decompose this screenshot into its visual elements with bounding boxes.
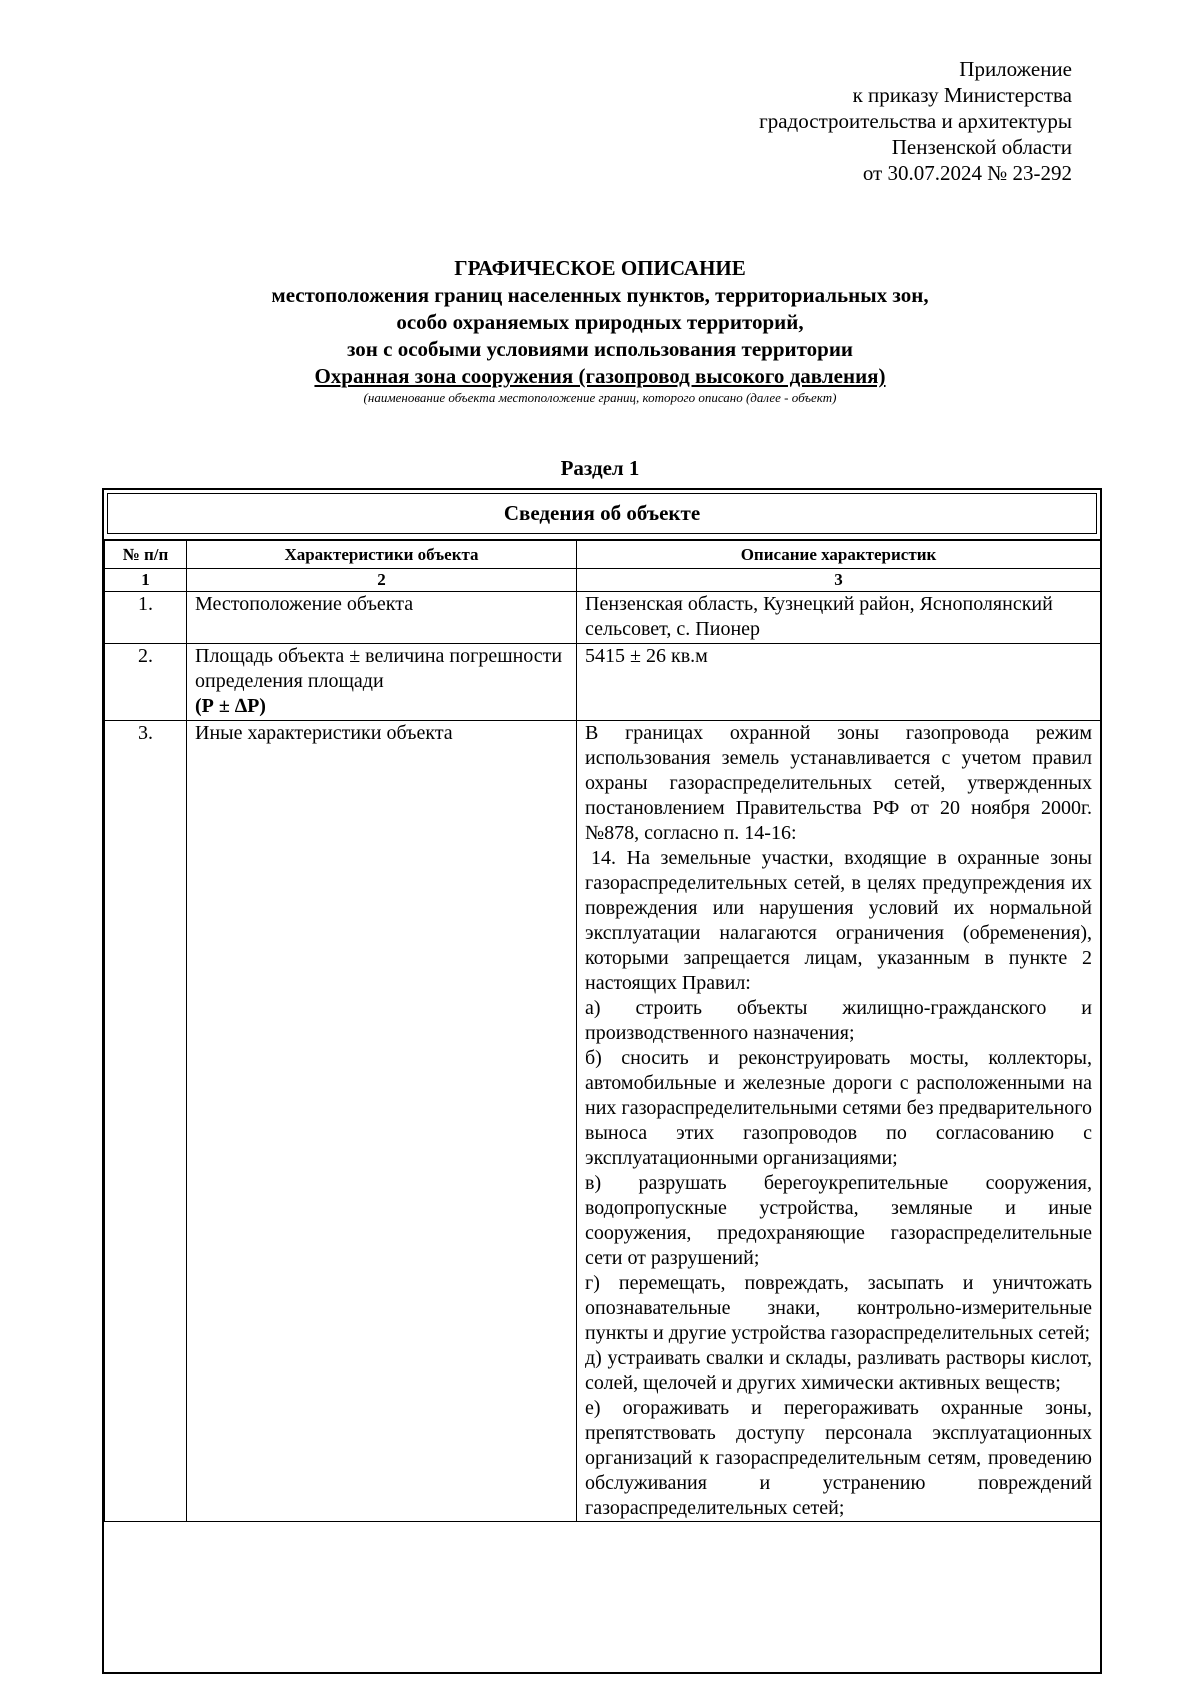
description-paragraph: е) огораживать и перегораживать охранные зоны, препятствовать доступу персонала эксплуатационных организаций к газораспределительным сетям, проведению обслуживания и устранению повреждений газораспределительных сетей; bbox=[585, 1397, 1092, 1519]
row-characteristic: Площадь объекта ± величина погрешности определения площади bbox=[195, 645, 563, 692]
title-sub-line: зон с особыми условиями использования территории bbox=[346, 337, 854, 361]
row-number: 1. bbox=[105, 592, 187, 644]
row-characteristic: Иные характеристики объекта bbox=[187, 721, 577, 1522]
document-title-block bbox=[100, 255, 1100, 406]
title-sub-line: местоположения границ населенных пунктов, территориальных зон, bbox=[271, 283, 929, 307]
document-title: ГРАФИЧЕСКОЕ ОПИСАНИЕ bbox=[454, 256, 746, 280]
description-paragraph: б) сносить и реконструировать мосты, коллекторы, автомобильные и железные дороги с расположенными на них газораспределительными сетями без предварительного выноса этих газопроводов по согласованию с эксплуатационными организациями; bbox=[585, 1047, 1092, 1169]
appendix-line: от 30.07.2024 № 23-292 bbox=[862, 161, 1072, 185]
appendix-header bbox=[759, 56, 1072, 186]
description-paragraph: а) строить объекты жилищно-гражданского и производственного назначения; bbox=[585, 997, 1092, 1044]
section-label: Раздел 1 bbox=[560, 456, 640, 480]
appendix-line: градостроительства и архитектуры bbox=[759, 109, 1072, 133]
row-number: 2. bbox=[105, 644, 187, 721]
row-description: Пензенская область, Кузнецкий район, Яснополянский сельсовет, с. Пионер bbox=[577, 592, 1101, 644]
description-paragraph: в) разрушать берегоукрепительные сооружения, водопропускные устройства, земляные и иные сооружения, предохраняющие газораспределительные сети от разрушений; bbox=[585, 1172, 1092, 1269]
description-paragraph: В границах охранной зоны газопровода режим использования земель устанавливается с учетом правил охраны газораспределительных сетей, утвержденных постановлением Правительства РФ от 20 ноября 2000г. №878, согласно п. 14-16: bbox=[585, 722, 1092, 844]
table-row bbox=[105, 644, 1101, 721]
description-paragraph: 14. На земельные участки, входящие в охранные зоны газораспределительных сетей, в целях предупреждения их повреждения или нарушения условий их нормальной эксплуатации налагаются ограничения (обременения), которыми запрещается лицам, указанным в пункте 2 настоящих Правил: bbox=[585, 847, 1092, 994]
object-name-note: (наименование объекта местоположение границ, которого описано (далее - объект) bbox=[363, 390, 837, 405]
header-cell-description: Описание характеристик bbox=[577, 540, 1101, 569]
row-description: 5415 ± 26 кв.м bbox=[577, 644, 1101, 721]
appendix-line: Приложение bbox=[959, 57, 1072, 81]
object-name: Охранная зона сооружения (газопровод высокого давления) bbox=[314, 364, 886, 388]
row-characteristic-cell bbox=[187, 644, 577, 721]
title-sub-line: особо охраняемых природных территорий, bbox=[396, 310, 804, 334]
table-header-row bbox=[105, 540, 1101, 569]
row-number: 3. bbox=[105, 721, 187, 1522]
row-characteristic: Местоположение объекта bbox=[187, 592, 577, 644]
object-info-frame bbox=[102, 488, 1102, 1674]
row-description-cell bbox=[577, 721, 1101, 1522]
column-number: 2 bbox=[187, 569, 577, 592]
table-row bbox=[105, 721, 1101, 1522]
object-info-table bbox=[104, 539, 1101, 1522]
appendix-line: Пензенской области bbox=[891, 135, 1072, 159]
table-title: Сведения об объекте bbox=[107, 493, 1097, 534]
table-column-numbers-row bbox=[105, 569, 1101, 592]
header-cell-characteristic: Характеристики объекта bbox=[187, 540, 577, 569]
description-paragraph: д) устраивать свалки и склады, разливать растворы кислот, солей, щелочей и других химически активных веществ; bbox=[585, 1347, 1092, 1394]
row-characteristic-formula: (Р ± ∆Р) bbox=[195, 695, 266, 717]
table-row bbox=[105, 592, 1101, 644]
description-paragraph: г) перемещать, повреждать, засыпать и уничтожать опознавательные знаки, контрольно-измерительные пункты и другие устройства газораспределительных сетей; bbox=[585, 1272, 1092, 1344]
header-cell-number: № п/п bbox=[105, 540, 187, 569]
column-number: 1 bbox=[105, 569, 187, 592]
appendix-line: к приказу Министерства bbox=[852, 83, 1072, 107]
column-number: 3 bbox=[577, 569, 1101, 592]
